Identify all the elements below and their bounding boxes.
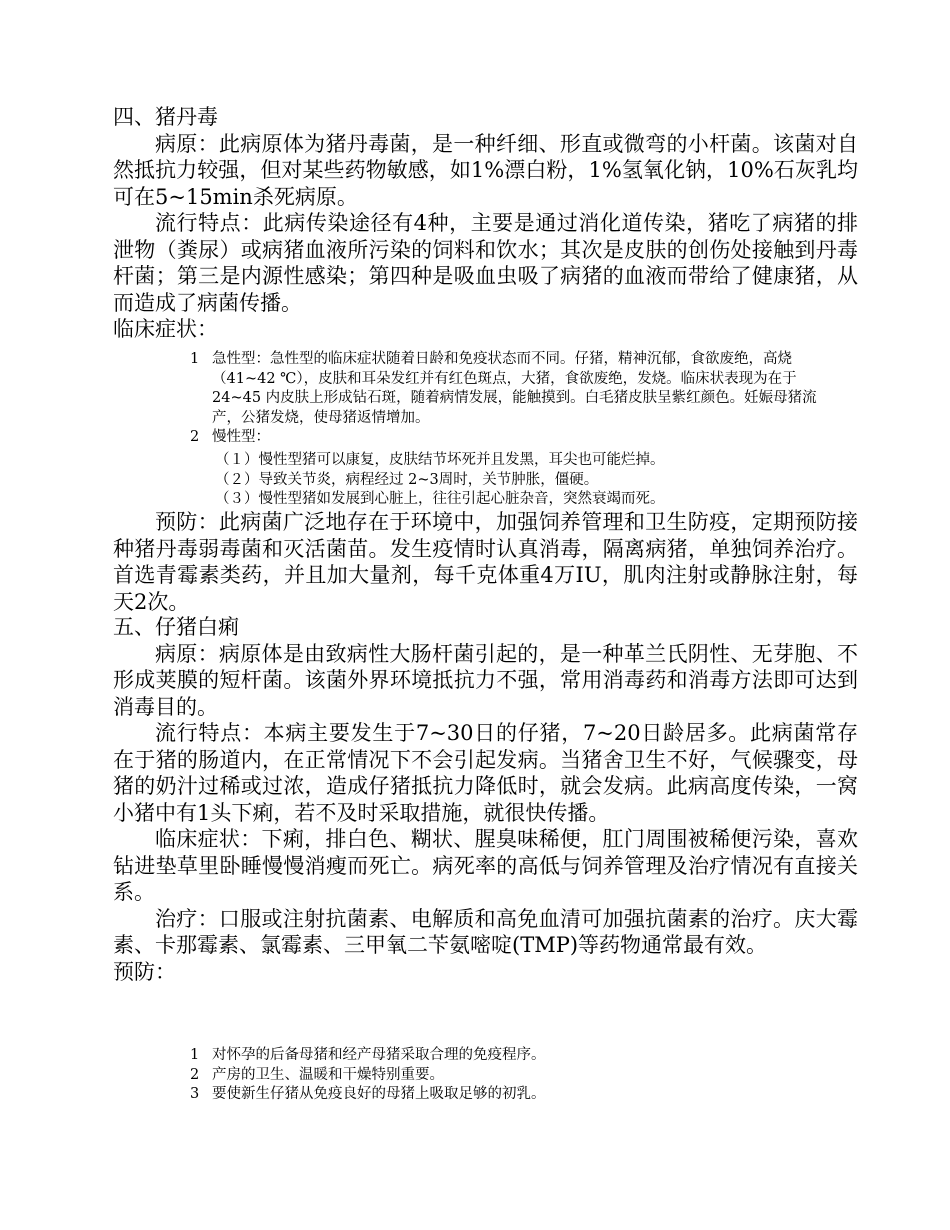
- section-4-symptoms-title: 临床症状：: [113, 317, 218, 341]
- list-number: 3: [190, 1086, 200, 1102]
- list-number: 1: [190, 351, 200, 367]
- list-item: （１）慢性型猪可以康复，皮肤结节坏死并且发黑，耳尖也可能烂掉。: [215, 452, 665, 468]
- section-4-epidemiology: 流行特点：此病传染途径有4种，主要是通过消化道传染，猪吃了病猪的排泄物（粪尿）或病猪血液所污染的饲料和饮水；其次是皮肤的创伤处接触到丹毒杆菌；第三是内源性感染；第四种是吸血虫吸了病猪的血液而带给了健康猪，从而造成了病菌传播。: [113, 211, 858, 315]
- section-4-title: 四、猪丹毒: [113, 105, 218, 129]
- section-4-symptoms-list: [190, 350, 835, 448]
- section-4-chronic-list: [215, 451, 835, 510]
- section-5-pathogen: 病原：病原体是由致病性大肠杆菌引起的，是一种革兰氏阴性、无芽胞、不形成荚膜的短杆菌。该菌外界环境抵抗力不强，常用消毒药和消毒方法即可达到消毒目的。: [113, 641, 858, 719]
- section-5-title: 五、仔猪白痢: [113, 615, 239, 639]
- list-item: （２）导致关节炎，病程经过 2~3周时，关节肿胀，僵硬。: [215, 471, 599, 488]
- list-item: [190, 350, 835, 428]
- list-item: [190, 1085, 835, 1105]
- section-4-prevention-block: [113, 509, 858, 615]
- section-4-pathogen: 病原：此病原体为猪丹毒菌，是一种纤细、形直或微弯的小杆菌。该菌对自然抵抗力较强，但对某些药物敏感，如1%漂白粉，1%氢氧化钠，10%石灰乳均可在5~15min杀死病原。: [113, 131, 858, 209]
- list-item: （３）慢性型猪如发展到心脏上，往往引起心脏杂音，突然衰竭而死。: [215, 491, 665, 507]
- list-text: 要使新生仔猪从免疫良好的母猪上吸取足够的初乳。: [212, 1086, 546, 1102]
- list-item: [190, 428, 835, 448]
- section-5-prevention-list: [190, 1046, 835, 1105]
- list-item: [190, 1046, 835, 1066]
- section-5-symptoms: 临床症状：下痢，排白色、糊状、腥臭味稀便，肛门周围被稀便污染，喜欢钻进垫草里卧睡慢慢消瘦而死亡。病死率的高低与饲养管理及治疗情况有直接关系。: [113, 827, 858, 904]
- list-item: [190, 1066, 835, 1086]
- section-4-block: [113, 104, 858, 343]
- list-number: 2: [190, 1066, 200, 1083]
- list-text: 急性型：急性型的临床症状随着日龄和免疫状态而不同。仔猪，精神沉郁，食欲废绝，高烧（41~42 ℃），皮肤和耳朵发红并有红色斑点，大猪，食欲废绝，发烧。临床状表现为在于24~45 内皮肤上形成钻石斑，随着病情发展，能触摸到。白毛猪皮肤呈紫红颜色。妊娠母猪流产，公猪发烧，使母猪返情增加。: [212, 351, 817, 426]
- list-text: 对怀孕的后备母猪和经产母猪采取合理的免疫程序。: [212, 1047, 546, 1063]
- section-5-prevention-title: 预防：: [113, 959, 176, 984]
- section-5-block: [113, 614, 858, 985]
- section-5-treatment: 治疗：口服或注射抗菌素、电解质和高免血清可加强抗菌素的治疗。庆大霉素、卡那霉素、氯霉素、三甲氧二苄氨嘧啶(TMP)等药物通常最有效。: [113, 906, 858, 957]
- list-number: 2: [190, 429, 200, 445]
- section-4-prevention: 预防：此病菌广泛地存在于环境中，加强饲养管理和卫生防疫，定期预防接种猪丹毒弱毒菌和灭活菌苗。发生疫情时认真消毒，隔离病猪，单独饲养治疗。首选青霉素类药，并且加大量剂，每千克体重4万IU，肌肉注射或静脉注射，每天2次。: [113, 510, 858, 614]
- list-text: 慢性型：: [212, 429, 270, 445]
- list-number: 1: [190, 1047, 200, 1063]
- section-5-epidemiology: 流行特点：本病主要发生于7~30日的仔猪，7~20日龄居多。此病菌常存在于猪的肠道内，在正常情况下不会引起发病。当猪舍卫生不好，气候骤变，母猪的奶汁过稀或过浓，造成仔猪抵抗力降低时，就会发病。此病高度传染，一窝小猪中有1头下痢，若不及时采取措施，就很快传播。: [113, 721, 858, 825]
- list-text: 产房的卫生、温暖和干燥特别重要。: [212, 1066, 444, 1083]
